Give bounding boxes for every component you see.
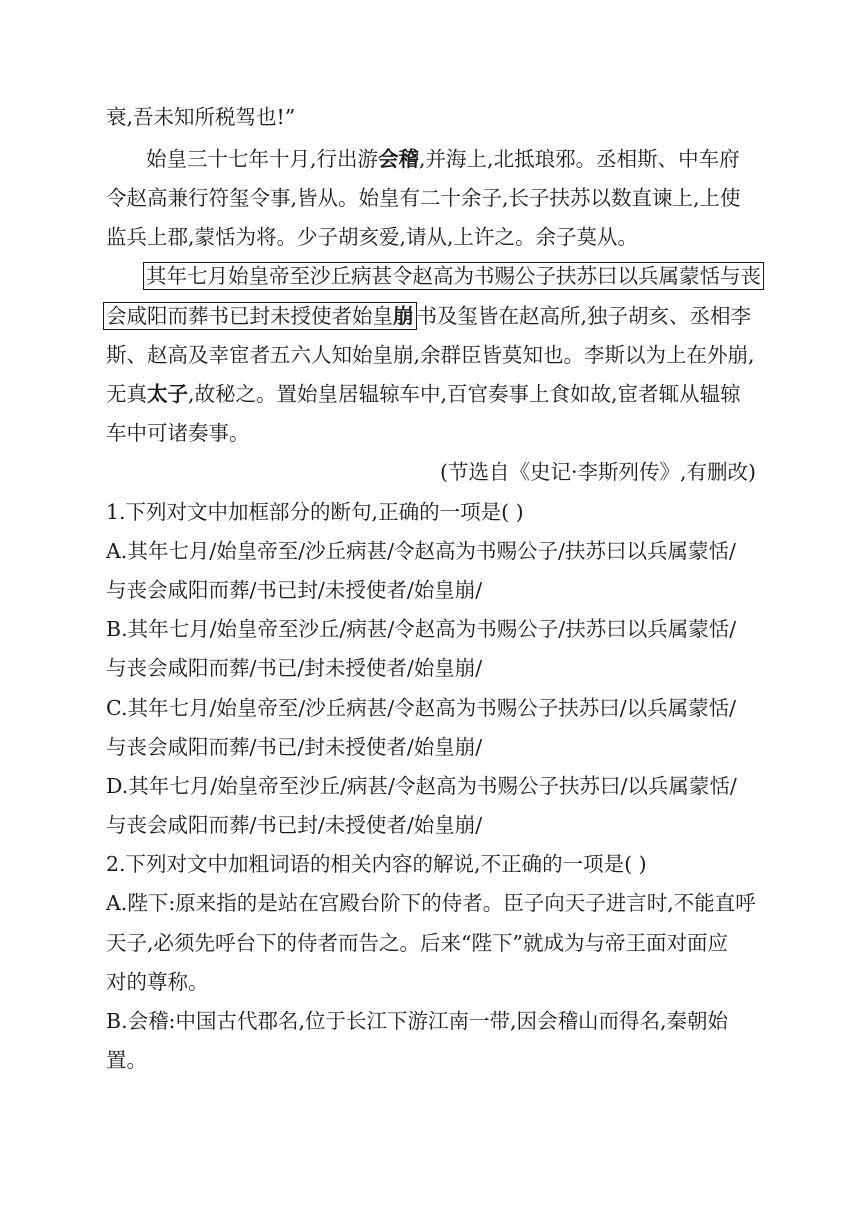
q2-option-b-cont: 置。	[106, 1048, 147, 1072]
source-citation: (节选自《史记·李斯列传》,有删改)	[439, 460, 756, 484]
question-2-stem: 2.下列对文中加粗词语的相关内容的解说,不正确的一项是( )	[106, 852, 647, 876]
q2-option-a: A.陛下:原来指的是站在宫殿台阶下的侍者。臣子向天子进言时,不能直呼	[106, 891, 756, 915]
passage-line: 监兵上郡,蒙恬为将。少子胡亥爱,请从,上许之。余子莫从。	[106, 225, 639, 249]
passage-line: 令赵高兼行符玺令事,皆从。始皇有二十余子,长子扶苏以数直谏上,上使	[106, 186, 741, 210]
q1-option-a: A.其年七月/始皇帝至/沙丘病甚/令赵高为书赐公子/扶苏曰以兵属蒙恬/	[106, 539, 736, 563]
passage-line: 车中可诸奏事。	[106, 421, 250, 445]
passage-line: 始皇三十七年十月,行出游会稽,并海上,北抵琅邪。丞相斯、中车府	[146, 147, 740, 171]
bold-term-beng: 崩	[393, 304, 414, 328]
q1-option-d: D.其年七月/始皇帝至沙丘/病甚/令赵高为书赐公子扶苏曰/以兵属蒙恬/	[106, 774, 737, 798]
bold-term-taizi: 太子	[147, 382, 188, 406]
q1-option-a-cont: 与丧会咸阳而葬/书已封/未授使者/始皇崩/	[106, 578, 483, 602]
boxed-passage-part2: 会咸阳而葬书已封未授使者始皇崩	[103, 302, 417, 330]
passage-line: 斯、赵高及幸宦者五六人知始皇崩,余群臣皆莫知也。李斯以为上在外崩,	[106, 343, 755, 367]
bold-term-kuaiji: 会稽	[378, 147, 420, 171]
passage-line	[146, 261, 796, 291]
question-1-stem: 1.下列对文中加框部分的断句,正确的一项是( )	[106, 500, 524, 524]
q2-option-b: B.会稽:中国古代郡名,位于长江下游江南一带,因会稽山而得名,秦朝始	[106, 1009, 729, 1033]
q1-option-c: C.其年七月/始皇帝至/沙丘病甚/令赵高为书赐公子扶苏曰/以兵属蒙恬/	[106, 696, 737, 720]
passage-line: 会咸阳而葬书已封未授使者始皇崩 书及玺皆在赵高所,独子胡亥、丞相李	[106, 301, 756, 331]
q2-option-a-cont: 天子,必须先呼台下的侍者而告之。后来“陛下”就成为与帝王面对面应	[106, 931, 728, 955]
boxed-passage-part1: 其年七月始皇帝至沙丘病甚令赵高为书赐公子扶苏曰以兵属蒙恬与丧	[143, 262, 764, 290]
q1-option-c-cont: 与丧会咸阳而葬/书已/封未授使者/始皇崩/	[106, 735, 483, 759]
q1-option-d-cont: 与丧会咸阳而葬/书已封/未授使者/始皇崩/	[106, 813, 483, 837]
passage-line: 衰,吾未知所税驾也!”	[106, 105, 296, 129]
q2-option-a-cont: 对的尊称。	[106, 970, 209, 994]
passage-line: 无真太子,故秘之。置始皇居辒辌车中,百官奏事上食如故,宦者辄从辒辌	[106, 382, 741, 406]
q1-option-b: B.其年七月/始皇帝至沙丘/病甚/令赵高为书赐公子/扶苏曰以兵属蒙恬/	[106, 617, 737, 641]
q1-option-b-cont: 与丧会咸阳而葬/书已/封未授使者/始皇崩/	[106, 656, 483, 680]
